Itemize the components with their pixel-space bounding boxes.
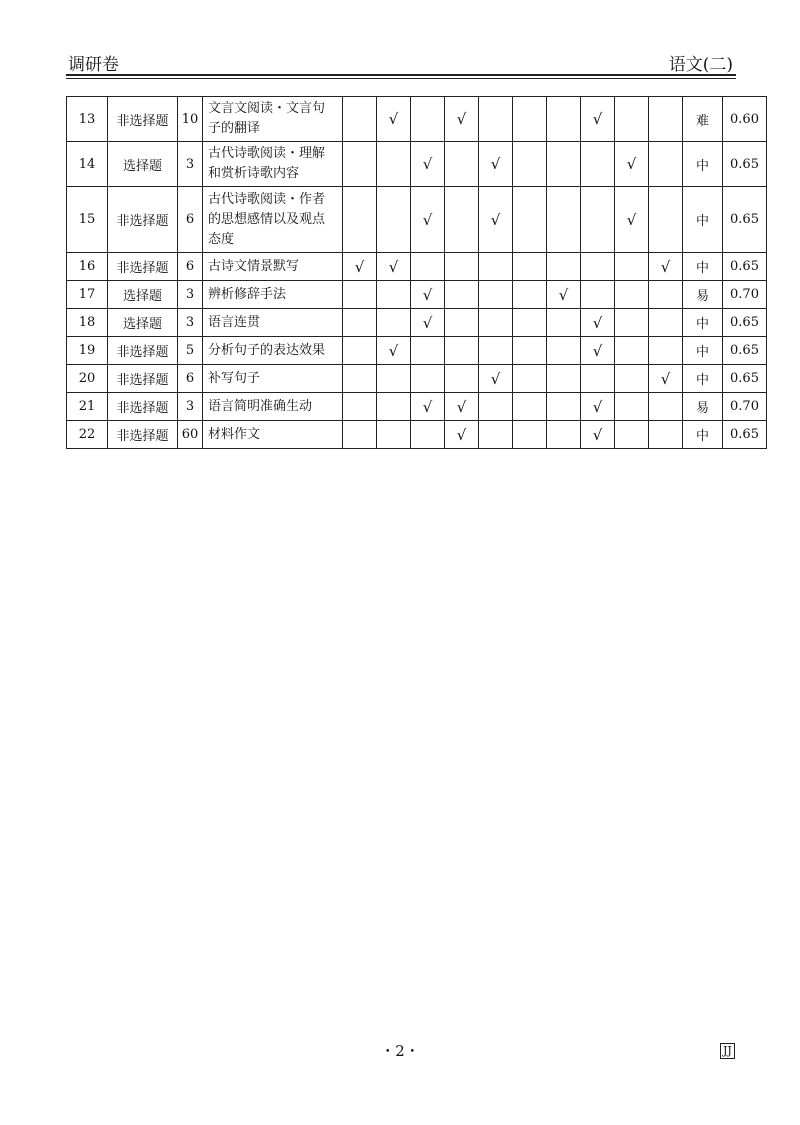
check-mark-cell [547, 337, 581, 365]
check-mark-cell [445, 365, 479, 393]
check-mark-cell [445, 309, 479, 337]
check-mark-cell [547, 393, 581, 421]
check-mark-cell [343, 309, 377, 337]
difficulty-cell: 中 [683, 187, 723, 253]
difficulty-coefficient-cell: 0.65 [723, 309, 767, 337]
score-cell: 10 [178, 97, 203, 142]
check-mark-cell [547, 187, 581, 253]
question-type-cell: 非选择题 [108, 393, 178, 421]
check-mark-cell [513, 337, 547, 365]
check-mark-cell [479, 281, 513, 309]
check-mark-cell [343, 281, 377, 309]
question-type-cell: 选择题 [108, 142, 178, 187]
check-mark-cell [615, 281, 649, 309]
difficulty-cell: 中 [683, 337, 723, 365]
check-mark-cell [615, 337, 649, 365]
check-mark-cell: √ [377, 337, 411, 365]
question-number-cell: 22 [67, 421, 108, 449]
difficulty-cell: 易 [683, 393, 723, 421]
question-type-cell: 非选择题 [108, 187, 178, 253]
check-mark-cell: √ [479, 187, 513, 253]
check-mark-cell: √ [479, 142, 513, 187]
table-body [67, 97, 767, 449]
difficulty-cell: 中 [683, 421, 723, 449]
check-mark-cell [377, 187, 411, 253]
table-row [67, 393, 767, 421]
check-mark-cell [513, 142, 547, 187]
check-mark-cell [547, 253, 581, 281]
check-mark-cell [547, 365, 581, 393]
check-mark-cell: √ [445, 97, 479, 142]
check-mark-cell [615, 365, 649, 393]
score-cell: 6 [178, 253, 203, 281]
question-type-cell: 非选择题 [108, 421, 178, 449]
check-mark-cell [445, 337, 479, 365]
difficulty-coefficient-cell: 0.70 [723, 281, 767, 309]
check-mark-cell [649, 337, 683, 365]
difficulty-cell: 中 [683, 253, 723, 281]
check-mark-cell [547, 421, 581, 449]
question-number-cell: 19 [67, 337, 108, 365]
paper-code-box: JJ [720, 1043, 735, 1059]
check-mark-cell [445, 281, 479, 309]
check-mark-cell: √ [411, 187, 445, 253]
difficulty-coefficient-cell: 0.65 [723, 253, 767, 281]
header-rule-thick [66, 74, 736, 76]
difficulty-coefficient-cell: 0.65 [723, 421, 767, 449]
check-mark-cell [411, 97, 445, 142]
table-row [67, 281, 767, 309]
score-cell: 60 [178, 421, 203, 449]
check-mark-cell [377, 142, 411, 187]
check-mark-cell: √ [377, 253, 411, 281]
check-mark-cell [513, 365, 547, 393]
check-mark-cell: √ [411, 393, 445, 421]
topic-cell: 语言简明准确生动 [203, 393, 343, 421]
header-rule-thin [66, 78, 736, 79]
check-mark-cell: √ [649, 253, 683, 281]
check-mark-cell [513, 187, 547, 253]
check-mark-cell [411, 421, 445, 449]
question-number-cell: 18 [67, 309, 108, 337]
check-mark-cell [411, 253, 445, 281]
check-mark-cell: √ [411, 309, 445, 337]
question-number-cell: 20 [67, 365, 108, 393]
topic-cell: 材料作文 [203, 421, 343, 449]
check-mark-cell [513, 253, 547, 281]
score-cell: 6 [178, 365, 203, 393]
check-mark-cell [343, 421, 377, 449]
table-row [67, 337, 767, 365]
question-number-cell: 16 [67, 253, 108, 281]
check-mark-cell [615, 421, 649, 449]
check-mark-cell [513, 281, 547, 309]
check-mark-cell [615, 393, 649, 421]
check-mark-cell [513, 97, 547, 142]
difficulty-cell: 中 [683, 142, 723, 187]
difficulty-coefficient-cell: 0.70 [723, 393, 767, 421]
check-mark-cell [343, 142, 377, 187]
check-mark-cell [649, 187, 683, 253]
question-type-cell: 选择题 [108, 281, 178, 309]
difficulty-cell: 中 [683, 309, 723, 337]
check-mark-cell [377, 281, 411, 309]
question-type-cell: 非选择题 [108, 337, 178, 365]
check-mark-cell [513, 309, 547, 337]
check-mark-cell: √ [547, 281, 581, 309]
check-mark-cell: √ [479, 365, 513, 393]
check-mark-cell [377, 309, 411, 337]
check-mark-cell: √ [581, 421, 615, 449]
check-mark-cell [649, 142, 683, 187]
header-title: 调研卷 [68, 55, 119, 75]
difficulty-coefficient-cell: 0.65 [723, 337, 767, 365]
table-row [67, 309, 767, 337]
score-cell: 3 [178, 309, 203, 337]
check-mark-cell [479, 337, 513, 365]
check-mark-cell [547, 309, 581, 337]
check-mark-cell [445, 187, 479, 253]
check-mark-cell [581, 142, 615, 187]
exam-spec-table [66, 96, 767, 449]
check-mark-cell [479, 253, 513, 281]
check-mark-cell [377, 421, 411, 449]
table-row [67, 97, 767, 142]
check-mark-cell [649, 393, 683, 421]
page-number: ・2・ [380, 1042, 420, 1060]
check-mark-cell [343, 97, 377, 142]
check-mark-cell: √ [411, 281, 445, 309]
check-mark-cell [513, 393, 547, 421]
check-mark-cell [649, 97, 683, 142]
check-mark-cell: √ [581, 393, 615, 421]
question-type-cell: 选择题 [108, 309, 178, 337]
check-mark-cell [479, 421, 513, 449]
check-mark-cell: √ [581, 309, 615, 337]
check-mark-cell [411, 365, 445, 393]
check-mark-cell [581, 253, 615, 281]
topic-cell: 分析句子的表达效果 [203, 337, 343, 365]
difficulty-cell: 难 [683, 97, 723, 142]
question-type-cell: 非选择题 [108, 97, 178, 142]
check-mark-cell: √ [411, 142, 445, 187]
score-cell: 3 [178, 281, 203, 309]
question-type-cell: 非选择题 [108, 253, 178, 281]
difficulty-cell: 中 [683, 365, 723, 393]
table-row [67, 187, 767, 253]
check-mark-cell [649, 309, 683, 337]
score-cell: 3 [178, 393, 203, 421]
check-mark-cell [377, 393, 411, 421]
topic-cell: 古诗文情景默写 [203, 253, 343, 281]
score-cell: 3 [178, 142, 203, 187]
check-mark-cell [479, 309, 513, 337]
check-mark-cell [649, 421, 683, 449]
question-number-cell: 13 [67, 97, 108, 142]
score-cell: 6 [178, 187, 203, 253]
check-mark-cell [513, 421, 547, 449]
check-mark-cell: √ [377, 97, 411, 142]
check-mark-cell [547, 142, 581, 187]
check-mark-cell: √ [615, 142, 649, 187]
question-number-cell: 15 [67, 187, 108, 253]
check-mark-cell [649, 281, 683, 309]
check-mark-cell [343, 365, 377, 393]
topic-cell: 辨析修辞手法 [203, 281, 343, 309]
table-row [67, 142, 767, 187]
check-mark-cell [411, 337, 445, 365]
check-mark-cell [581, 365, 615, 393]
check-mark-cell: √ [343, 253, 377, 281]
difficulty-cell: 易 [683, 281, 723, 309]
check-mark-cell [581, 281, 615, 309]
difficulty-coefficient-cell: 0.65 [723, 142, 767, 187]
topic-cell: 文言文阅读・文言句子的翻译 [203, 97, 343, 142]
check-mark-cell: √ [581, 337, 615, 365]
topic-cell: 古代诗歌阅读・作者的思想感情以及观点态度 [203, 187, 343, 253]
table-row [67, 253, 767, 281]
difficulty-coefficient-cell: 0.60 [723, 97, 767, 142]
check-mark-cell [581, 187, 615, 253]
check-mark-cell [479, 97, 513, 142]
topic-cell: 古代诗歌阅读・理解和赏析诗歌内容 [203, 142, 343, 187]
header-subject: 语文(二) [668, 55, 733, 75]
check-mark-cell [445, 142, 479, 187]
question-number-cell: 17 [67, 281, 108, 309]
check-mark-cell [547, 97, 581, 142]
check-mark-cell: √ [581, 97, 615, 142]
check-mark-cell: √ [649, 365, 683, 393]
check-mark-cell [615, 309, 649, 337]
check-mark-cell [479, 393, 513, 421]
check-mark-cell [343, 337, 377, 365]
difficulty-coefficient-cell: 0.65 [723, 187, 767, 253]
question-number-cell: 21 [67, 393, 108, 421]
topic-cell: 语言连贯 [203, 309, 343, 337]
check-mark-cell [445, 253, 479, 281]
check-mark-cell: √ [445, 421, 479, 449]
question-number-cell: 14 [67, 142, 108, 187]
table-row [67, 365, 767, 393]
difficulty-coefficient-cell: 0.65 [723, 365, 767, 393]
check-mark-cell [615, 97, 649, 142]
topic-cell: 补写句子 [203, 365, 343, 393]
check-mark-cell [615, 253, 649, 281]
table-row [67, 421, 767, 449]
check-mark-cell: √ [445, 393, 479, 421]
check-mark-cell [377, 365, 411, 393]
check-mark-cell: √ [615, 187, 649, 253]
question-type-cell: 非选择题 [108, 365, 178, 393]
check-mark-cell [343, 187, 377, 253]
check-mark-cell [343, 393, 377, 421]
score-cell: 5 [178, 337, 203, 365]
